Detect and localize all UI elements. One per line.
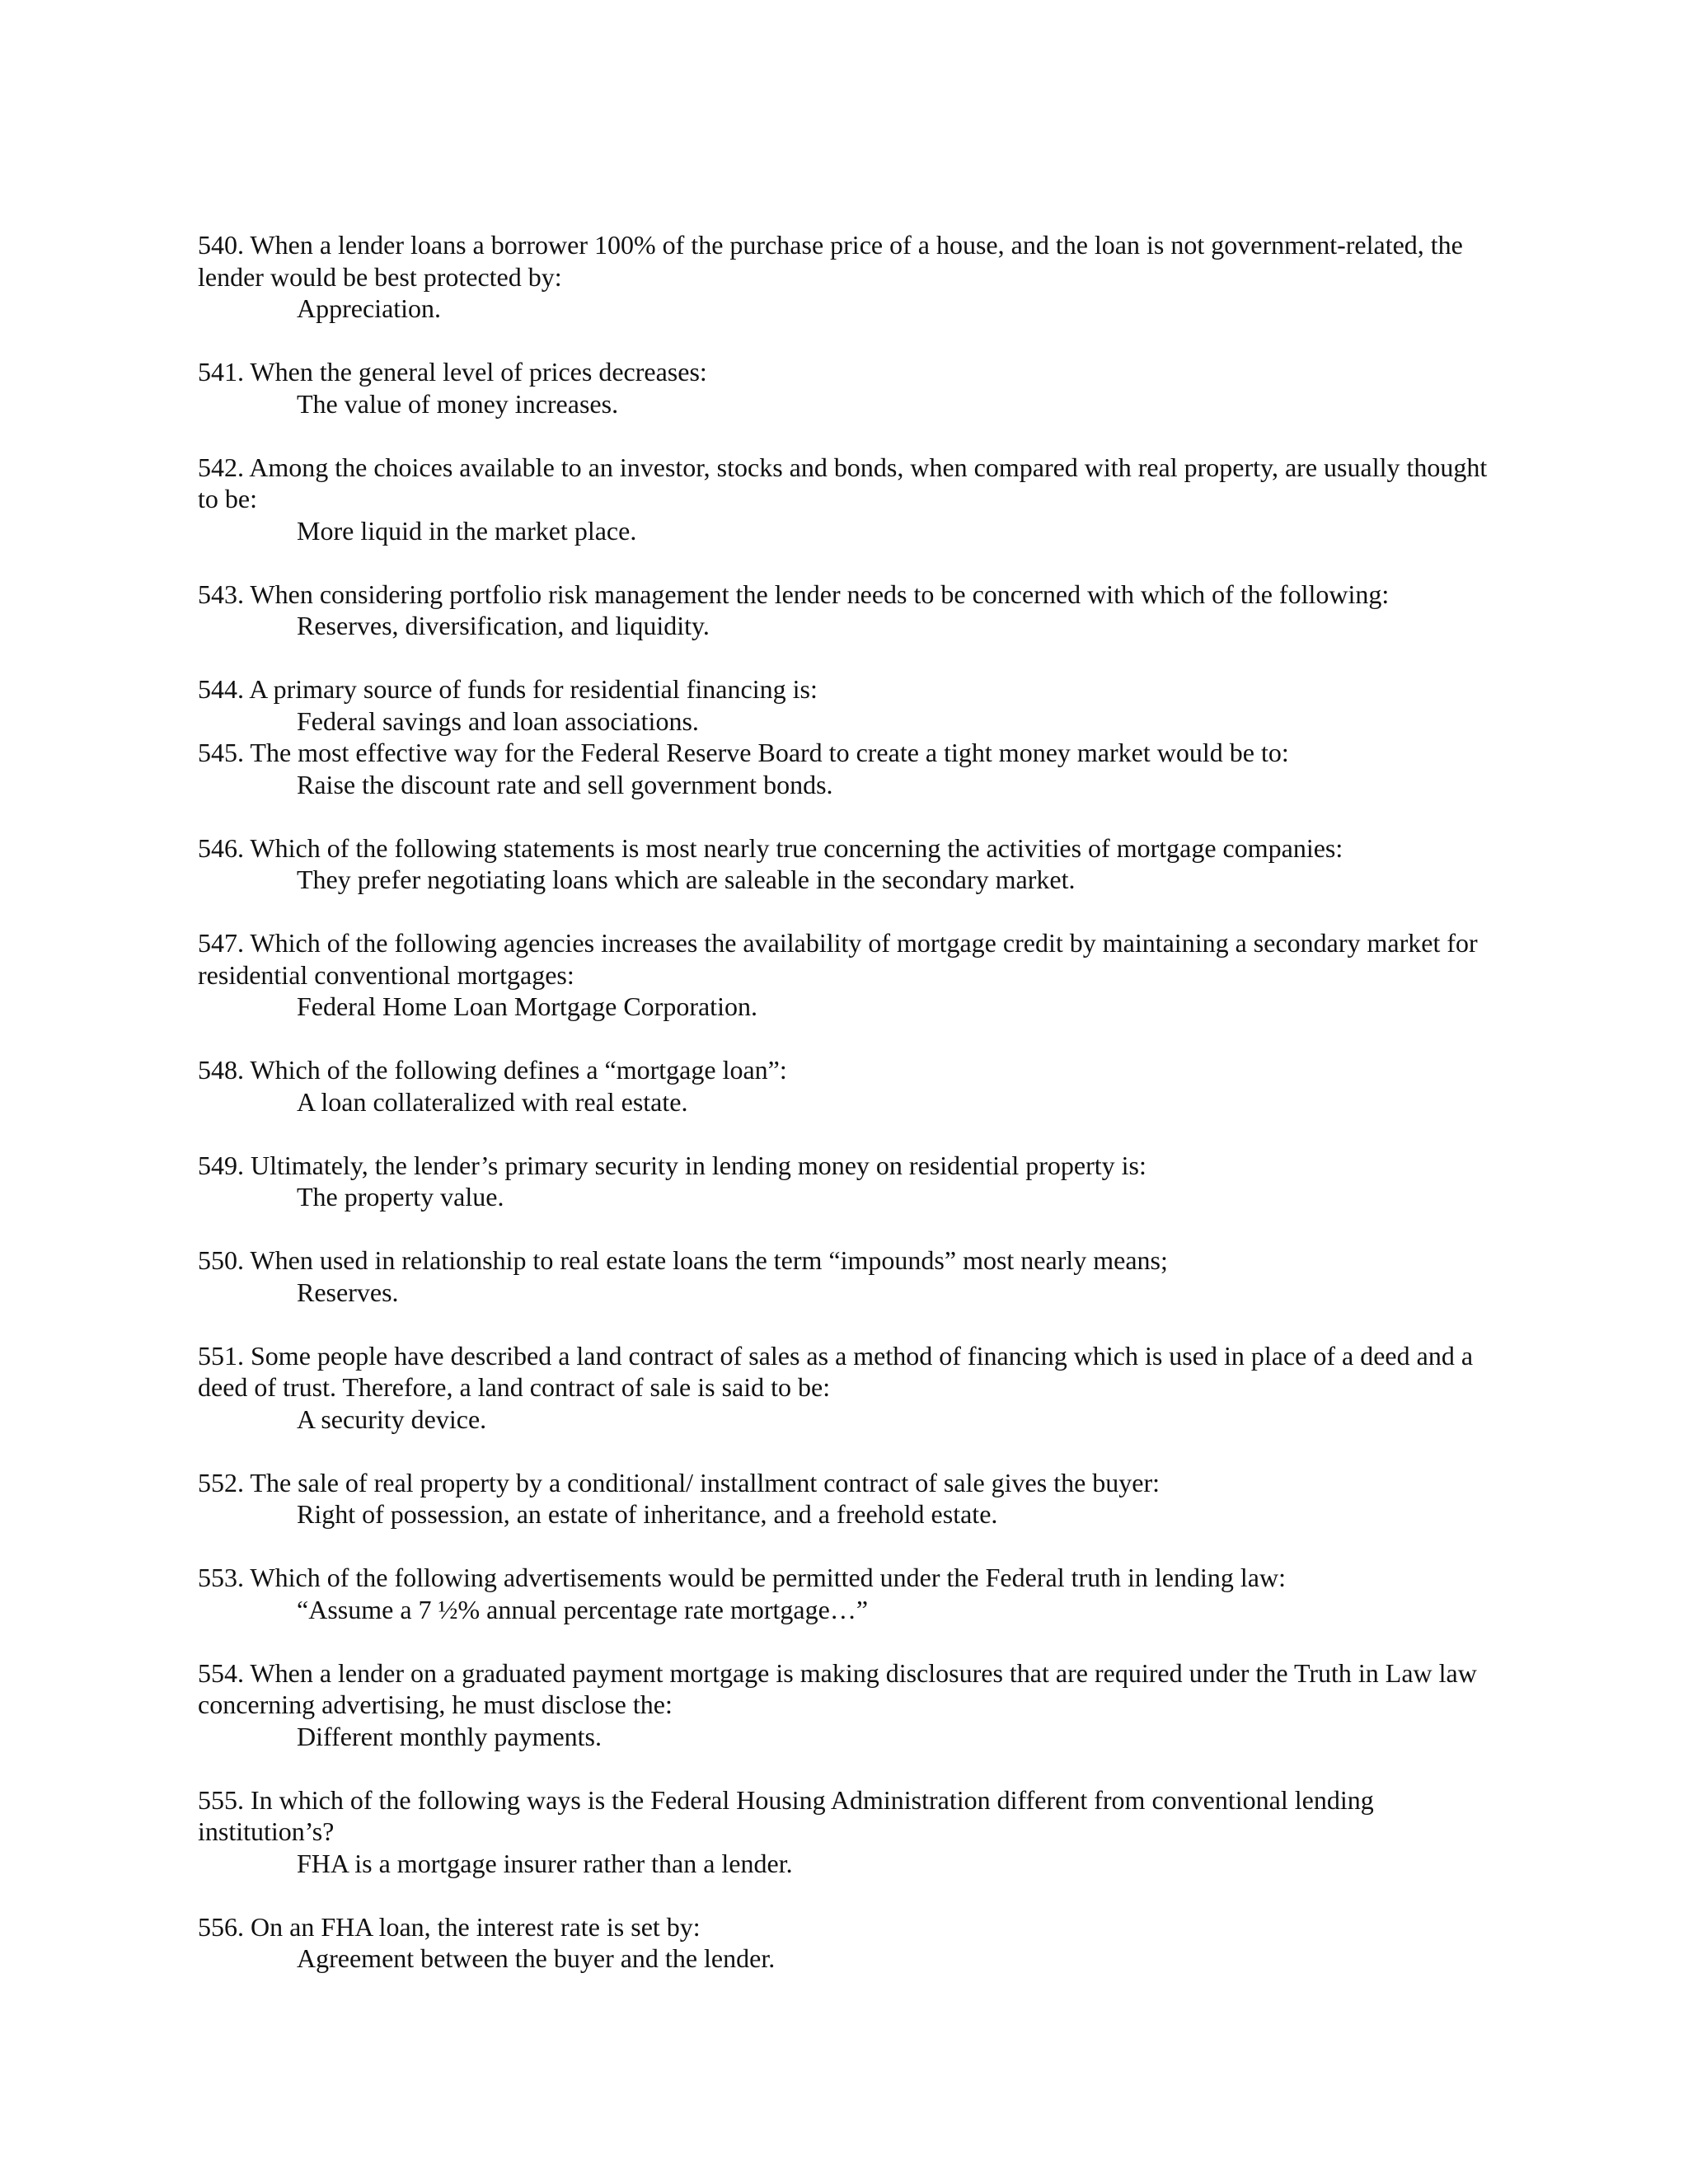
question-list xyxy=(198,229,1500,2006)
question-text: 544. A primary source of funds for residential financing is: xyxy=(198,674,818,704)
answer-text: The property value. xyxy=(297,1182,504,1212)
answer-text: Federal savings and loan associations. xyxy=(297,705,699,736)
question-text: 556. On an FHA loan, the interest rate is set by: xyxy=(198,1911,701,1942)
question-item-551 xyxy=(198,1340,1500,1436)
answer-text: They prefer negotiating loans which are saleable in the secondary market. xyxy=(297,865,1076,894)
answer-text: Reserves, diversification, and liquidity. xyxy=(297,611,710,640)
question-item-547 xyxy=(198,927,1500,1023)
question-item-548 xyxy=(198,1054,1500,1118)
question-text: 546. Which of the following statements is most nearly true concerning the activities of mortgage companies: xyxy=(198,832,1343,863)
answer-text: Raise the discount rate and sell government bonds. xyxy=(297,769,833,799)
question-text: 548. Which of the following defines a “mortgage loan”: xyxy=(198,1055,787,1085)
question-text: 553. Which of the following advertisements would be permitted under the Federal truth in lending law: xyxy=(198,1563,1286,1592)
question-text: 547. Which of the following agencies increases the availability of mortgage credit by maintaining a secondary market for residential conventional mortgages: xyxy=(198,928,1478,990)
question-item-540 xyxy=(198,229,1500,325)
question-text: 545. The most effective way for the Federal Reserve Board to create a tight money market would be to: xyxy=(198,738,1289,767)
question-text: 551. Some people have described a land contract of sales as a method of financing which is used in place of a deed and a deed of trust. Therefore, a land contract of sale is said to be: xyxy=(198,1340,1474,1402)
question-item-542 xyxy=(198,452,1500,547)
question-item-543 xyxy=(198,579,1500,642)
answer-text: Federal Home Loan Mortgage Corporation. xyxy=(297,991,757,1021)
question-item-549 xyxy=(198,1150,1500,1213)
answer-text: FHA is a mortgage insurer rather than a lender. xyxy=(297,1848,793,1878)
question-text: 543. When considering portfolio risk management the lender needs to be concerned with which of the following: xyxy=(198,579,1390,609)
question-item-556 xyxy=(198,1911,1500,1975)
question-item-555 xyxy=(198,1784,1500,1880)
question-item-554 xyxy=(198,1657,1500,1753)
question-item-545 xyxy=(198,737,1500,800)
question-text: 552. The sale of real property by a conditional/ installment contract of sale gives the buyer: xyxy=(198,1467,1160,1497)
answer-text: Reserves. xyxy=(297,1277,399,1307)
question-item-541 xyxy=(198,356,1500,419)
question-text: 550. When used in relationship to real estate loans the term “impounds” most nearly means; xyxy=(198,1245,1168,1275)
answer-text: A loan collateralized with real estate. xyxy=(297,1086,688,1117)
answer-text: Agreement between the buyer and the lender. xyxy=(297,1943,776,1973)
answer-text: Different monthly payments. xyxy=(297,1721,602,1751)
question-text: 549. Ultimately, the lender’s primary security in lending money on residential property is: xyxy=(198,1150,1146,1180)
question-text: 555. In which of the following ways is the Federal Housing Administration different from conventional lending institution’s? xyxy=(198,1784,1374,1846)
answer-text: Appreciation. xyxy=(297,293,442,323)
question-text: 554. When a lender on a graduated payment mortgage is making disclosures that are required under the Truth in Law law concerning advertising, he must disclose the: xyxy=(198,1657,1477,1719)
question-item-553 xyxy=(198,1562,1500,1625)
question-item-550 xyxy=(198,1244,1500,1308)
question-item-544 xyxy=(198,673,1500,737)
answer-text: More liquid in the market place. xyxy=(297,515,637,546)
question-text: 541. When the general level of prices decreases: xyxy=(198,357,707,387)
answer-text: “Assume a 7 ½% annual percentage rate mortgage…” xyxy=(297,1594,869,1624)
answer-text: Right of possession, an estate of inheritance, and a freehold estate. xyxy=(297,1499,998,1529)
answer-text: A security device. xyxy=(297,1404,487,1434)
question-item-546 xyxy=(198,832,1500,896)
question-item-552 xyxy=(198,1467,1500,1530)
answer-text: The value of money increases. xyxy=(297,388,619,419)
question-text: 542. Among the choices available to an investor, stocks and bonds, when compared with real property, are usually thought to be: xyxy=(198,452,1488,513)
question-text: 540. When a lender loans a borrower 100% of the purchase price of a house, and the loan is not government-related, the lender would be best protected by: xyxy=(198,230,1463,292)
